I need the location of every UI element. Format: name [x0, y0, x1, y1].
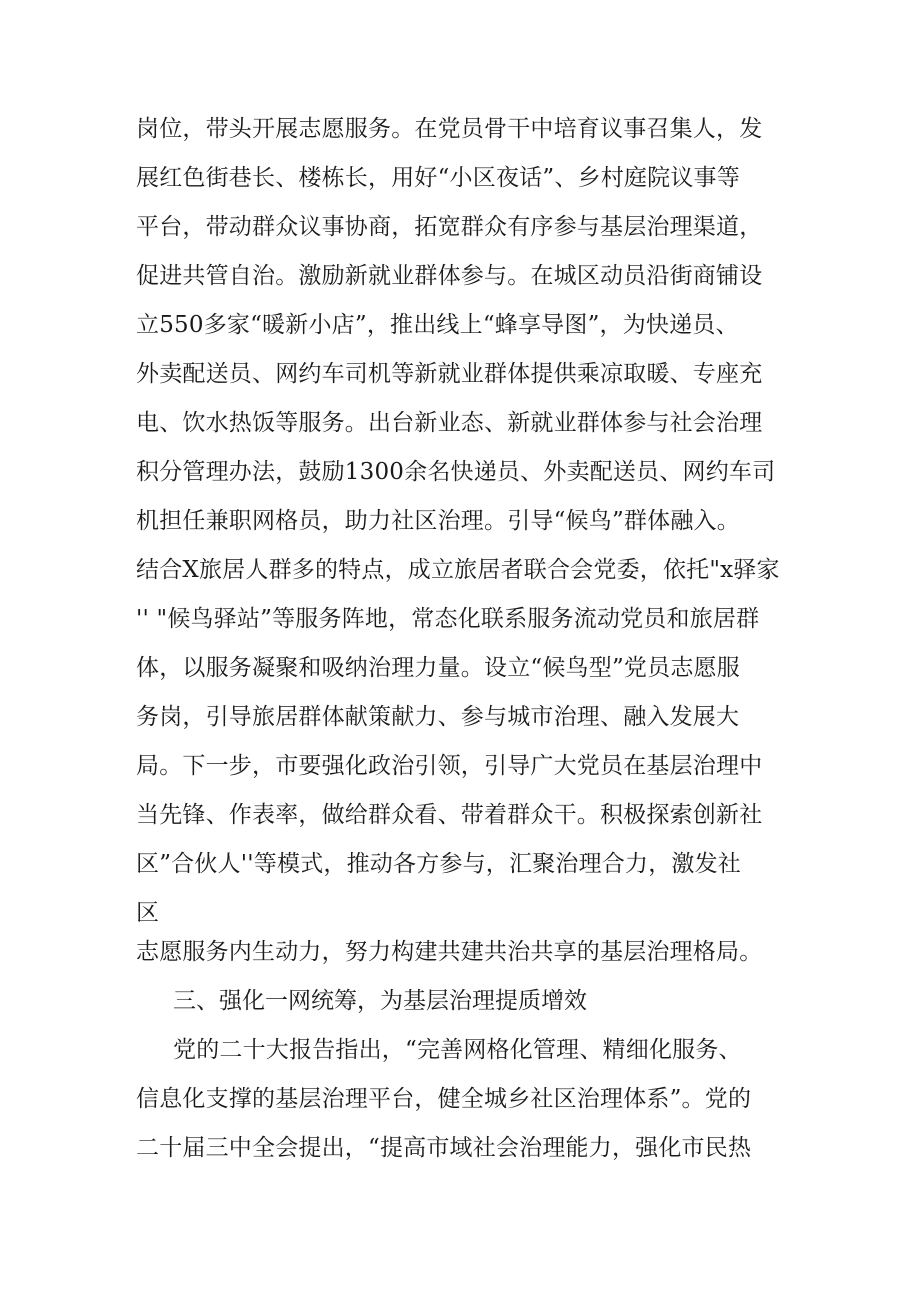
body-text-line: 机担任兼职网格员，助力社区治理。引导“候鸟”群体融入。 — [136, 508, 740, 534]
body-text-line: 务岗，引导旅居群体献策献力、参与城市治理、融入发展大 — [136, 704, 740, 730]
body-text-line: 平台，带动群众议事协商，拓宽群众有序参与基层治理渠道， — [136, 214, 763, 240]
body-text-line: 二十届三中全会提出，“提高市域社会治理能力，强化市民热 — [136, 1135, 752, 1161]
body-text-line: 电、饮水热饭等服务。出台新业态、新就业群体参与社会治理 — [136, 410, 763, 436]
body-text-line: 体，以服务凝聚和吸纳治理力量。设立“候鸟型”党员志愿服 — [136, 655, 740, 681]
body-text-line: 立550多家“暖新小店”，推出线上“蜂享导图”，为快递员、 — [136, 312, 739, 338]
body-text-line: 信息化支撑的基层治理平台，健全城乡社区治理体系”。党的 — [136, 1086, 752, 1112]
body-text-line: 局。下一步，市要强化政治引领，引导广大党员在基层治理中 — [136, 753, 763, 779]
body-text-line: 当先锋、作表率，做给群众看、带着群众干。积极探索创新社 — [136, 802, 763, 828]
body-text-line: '' "候鸟驿站”等服务阵地，常态化联系服务流动党员和旅居群 — [136, 606, 760, 632]
body-text-line: 积分管理办法，鼓励1300余名快递员、外卖配送员、网约车司 — [136, 459, 776, 485]
body-text-line: 岗位，带头开展志愿服务。在党员骨干中培育议事召集人，发 — [136, 116, 763, 142]
body-text-line: 区 — [136, 900, 160, 926]
body-text-line: 党的二十大报告指出，“完善网格化管理、精细化服务、 — [173, 1037, 742, 1063]
section-heading: 三、强化一网统筹，为基层治理提质增效 — [173, 988, 587, 1014]
body-text-line: 外卖配送员、网约车司机等新就业群体提供乘凉取暖、专座充 — [136, 361, 763, 387]
body-text-line: 结合X旅居人群多的特点，成立旅居者联合会党委，依托"x驿家 — [136, 557, 780, 583]
body-text-line: 区”合伙人''等模式，推动各方参与，汇聚治理合力，激发社 — [136, 851, 742, 877]
body-text-line: 促进共管自治。激励新就业群体参与。在城区动员沿街商铺设 — [136, 263, 763, 289]
body-text-line: 志愿服务内生动力，努力构建共建共治共享的基层治理格局。 — [136, 939, 763, 965]
body-text-line: 展红色街巷长、楼栋长，用好“小区夜话”、乡村庭院议事等 — [136, 165, 740, 191]
